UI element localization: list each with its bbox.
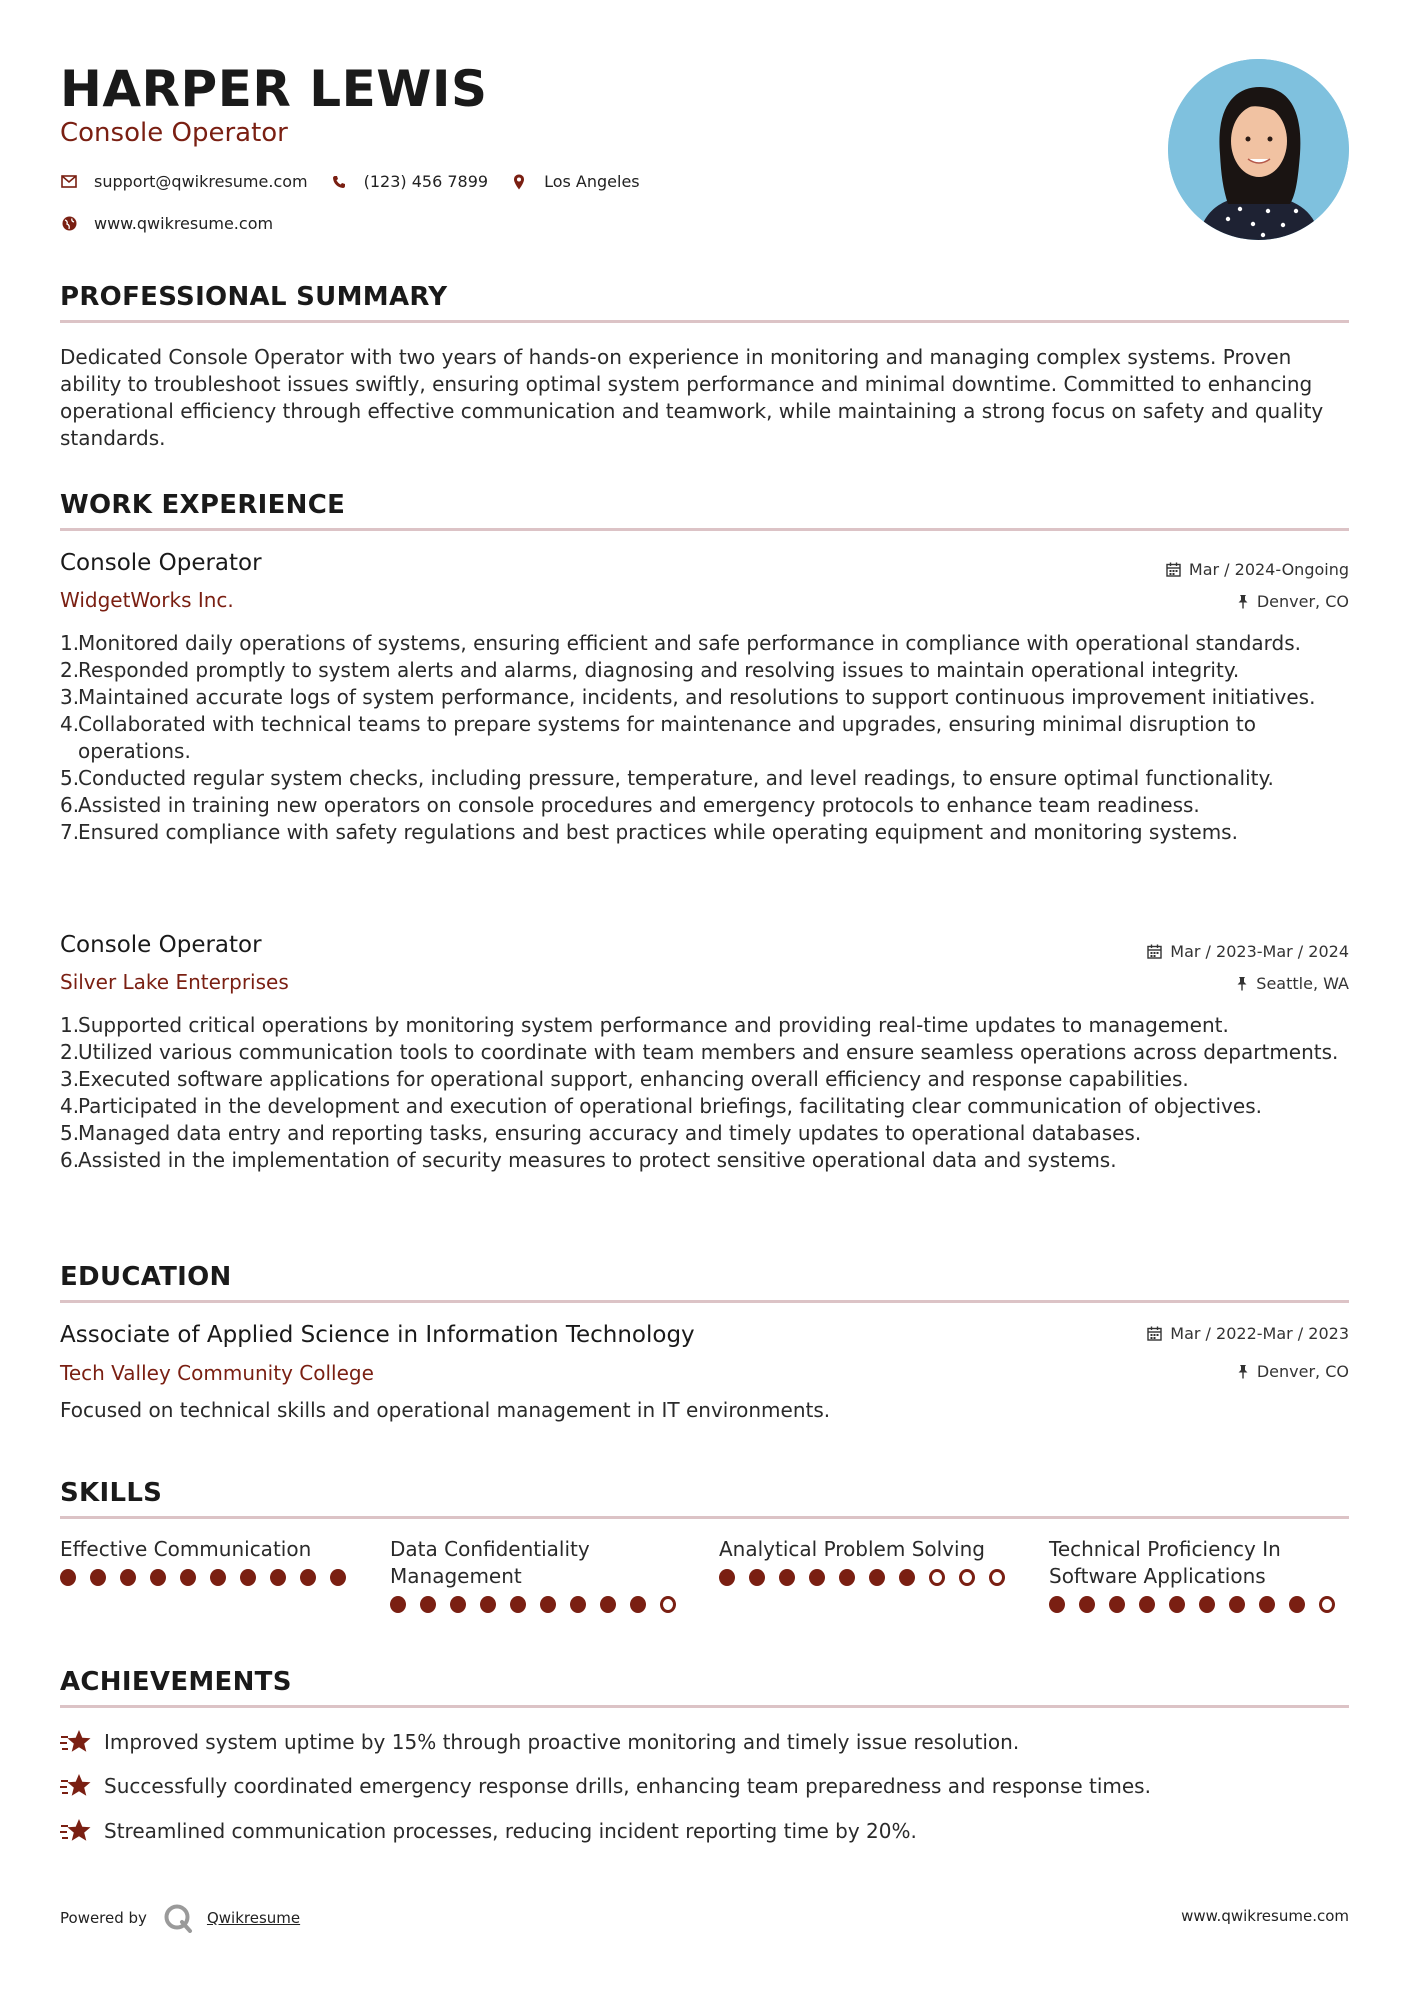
profile-photo (1168, 59, 1349, 240)
job-dates-text: Mar / 2023-Mar / 2024 (1170, 942, 1349, 961)
education-location-text: Denver, CO (1256, 1362, 1349, 1381)
rating-dot-filled (600, 1596, 616, 1613)
rating-dot-empty (989, 1569, 1005, 1586)
contact-email[interactable] (60, 172, 308, 191)
contact-website[interactable] (60, 214, 273, 233)
skill-rating (390, 1596, 690, 1613)
list-item: 1. Supported critical operations by monitoring system performance and providing real-time updates to management. (60, 1013, 1229, 1037)
skill-item (719, 1536, 1019, 1586)
pushpin-icon (1236, 976, 1248, 991)
job-location-text: Seattle, WA (1256, 974, 1349, 993)
job-location-text: Denver, CO (1256, 592, 1349, 611)
rating-dot-filled (1289, 1596, 1305, 1613)
list-item: 4. Participated in the development and execution of operational briefings, facilitating clear communication of objectives. (60, 1094, 1262, 1118)
list-item: 4. Collaborated with technical teams to prepare systems for maintenance and upgrades, ensuring minimal disruption to operations. (60, 712, 1256, 763)
list-item: 5. Conducted regular system checks, including pressure, temperature, and level readings, to ensure optimal functionality. (60, 766, 1274, 790)
education-location (1237, 1362, 1349, 1381)
star-award-icon (60, 1728, 92, 1756)
skill-name: Effective Communication (60, 1537, 312, 1561)
education-description: Focused on technical skills and operational management in IT environments. (60, 1398, 831, 1422)
star-award-icon (60, 1817, 92, 1845)
job-duties-list (60, 1012, 1350, 1174)
footer-website-link[interactable]: www.qwikresume.com (1181, 1907, 1349, 1925)
experience-divider (60, 528, 1349, 531)
rating-dot-filled (240, 1569, 256, 1586)
rating-dot-filled (120, 1569, 136, 1586)
rating-dot-filled (210, 1569, 226, 1586)
rating-dot-filled (1199, 1596, 1215, 1613)
rating-dot-filled (839, 1569, 855, 1586)
qwikresume-logo-icon (163, 1903, 193, 1933)
rating-dot-filled (540, 1596, 556, 1613)
job-location (1237, 592, 1349, 611)
globe-icon (60, 215, 78, 233)
rating-dot-filled (420, 1596, 436, 1613)
job-company: Silver Lake Enterprises (60, 970, 289, 994)
skill-name: Data Confidentiality Management (390, 1537, 590, 1588)
list-item: 6. Assisted in the implementation of security measures to protect sensitive operational data and systems. (60, 1148, 1117, 1172)
list-item: 5. Managed data entry and reporting tasks, ensuring accuracy and timely updates to operational databases. (60, 1121, 1142, 1145)
skill-item (60, 1536, 360, 1586)
rating-dot-filled (1079, 1596, 1095, 1613)
skill-rating (60, 1569, 360, 1586)
phone-icon (330, 173, 348, 191)
rating-dot-filled (1229, 1596, 1245, 1613)
rating-dot-filled (450, 1596, 466, 1613)
job-dates (1147, 942, 1349, 961)
education-dates-text: Mar / 2022-Mar / 2023 (1170, 1324, 1349, 1343)
skill-rating (719, 1569, 1019, 1586)
achievement-text: Streamlined communication processes, reducing incident reporting time by 20%. (104, 1819, 917, 1843)
email-text: support@qwikresume.com (94, 172, 308, 191)
candidate-role: Console Operator (60, 118, 288, 148)
rating-dot-filled (1139, 1596, 1155, 1613)
list-item: 1. Monitored daily operations of systems, ensuring efficient and safe performance in compliance with operational standards. (60, 631, 1302, 655)
pushpin-icon (1237, 594, 1249, 609)
achievement-item (60, 1772, 1151, 1800)
rating-dot-filled (1109, 1596, 1125, 1613)
achievement-item (60, 1817, 917, 1845)
qwikresume-link[interactable]: Qwikresume (206, 1909, 301, 1927)
rating-dot-filled (1169, 1596, 1185, 1613)
job-duties-list (60, 630, 1350, 846)
experience-heading: WORK EXPERIENCE (60, 490, 346, 520)
rating-dot-empty (929, 1569, 945, 1586)
skills-heading: SKILLS (60, 1478, 163, 1508)
rating-dot-filled (480, 1596, 496, 1613)
contact-row-primary (60, 172, 662, 191)
achievement-text: Successfully coordinated emergency response drills, enhancing team preparedness and response times. (104, 1774, 1151, 1798)
candidate-name: HARPER LEWIS (60, 60, 488, 118)
rating-dot-filled (330, 1569, 346, 1586)
job-title: Console Operator (60, 932, 262, 958)
rating-dot-filled (1049, 1596, 1065, 1613)
rating-dot-filled (869, 1569, 885, 1586)
phone-text: (123) 456 7899 (363, 172, 489, 191)
education-divider (60, 1300, 1349, 1303)
rating-dot-filled (90, 1569, 106, 1586)
achievements-heading: ACHIEVEMENTS (60, 1667, 292, 1697)
envelope-icon (60, 173, 78, 191)
job-dates (1166, 560, 1349, 579)
calendar-icon (1147, 944, 1162, 959)
list-item: 3. Executed software applications for operational support, enhancing overall efficiency and response capabilities. (60, 1067, 1189, 1091)
rating-dot-filled (1259, 1596, 1275, 1613)
contact-row-secondary (60, 214, 295, 233)
rating-dot-filled (630, 1596, 646, 1613)
map-pin-icon (510, 173, 528, 191)
achievement-text: Improved system uptime by 15% through proactive monitoring and timely issue resolution. (104, 1730, 1020, 1754)
summary-text: Dedicated Console Operator with two years of hands-on experience in monitoring and managing complex systems. Proven ability to troubleshoot issues swiftly, ensuring optimal system performance and minimal downtime. Committed to enhancing operational efficiency through effective communication and teamwork, while maintaining a strong focus on safety and quality standards. (60, 345, 1324, 450)
list-item: 7. Ensured compliance with safety regulations and best practices while operating equipment and monitoring systems. (60, 820, 1238, 844)
rating-dot-filled (570, 1596, 586, 1613)
star-award-icon (60, 1772, 92, 1800)
job-company: WidgetWorks Inc. (60, 588, 234, 612)
skill-name: Technical Proficiency In Software Applications (1049, 1537, 1281, 1588)
school-name: Tech Valley Community College (60, 1361, 374, 1385)
contact-location (510, 172, 640, 191)
rating-dot-filled (300, 1569, 316, 1586)
list-item: 3. Maintained accurate logs of system performance, incidents, and resolutions to support continuous improvement initiatives. (60, 685, 1316, 709)
education-dates (1147, 1324, 1349, 1343)
powered-by-label: Powered by (60, 1909, 147, 1927)
skill-item (1049, 1536, 1349, 1613)
education-heading: EDUCATION (60, 1262, 232, 1292)
rating-dot-filled (809, 1569, 825, 1586)
rating-dot-filled (150, 1569, 166, 1586)
footer-powered-by (60, 1903, 300, 1933)
achievement-item (60, 1728, 1019, 1756)
rating-dot-filled (270, 1569, 286, 1586)
list-item: 6. Assisted in training new operators on console procedures and emergency protocols to enhance team readiness. (60, 793, 1200, 817)
rating-dot-filled (779, 1569, 795, 1586)
job-dates-text: Mar / 2024-Ongoing (1188, 560, 1349, 579)
achievements-divider (60, 1705, 1349, 1708)
list-item: 2. Utilized various communication tools to coordinate with team members and ensure seamless operations across departments. (60, 1040, 1339, 1064)
rating-dot-filled (719, 1569, 735, 1586)
skill-name: Analytical Problem Solving (719, 1537, 985, 1561)
pushpin-icon (1237, 1364, 1249, 1379)
calendar-icon (1147, 1326, 1162, 1341)
rating-dot-empty (959, 1569, 975, 1586)
skill-item (390, 1536, 690, 1613)
rating-dot-filled (60, 1569, 76, 1586)
rating-dot-empty (1319, 1596, 1335, 1613)
rating-dot-filled (180, 1569, 196, 1586)
rating-dot-filled (390, 1596, 406, 1613)
calendar-icon (1166, 562, 1181, 577)
job-title: Console Operator (60, 550, 262, 576)
list-item: 2. Responded promptly to system alerts and alarms, diagnosing and resolving issues to maintain operational integrity. (60, 658, 1240, 682)
rating-dot-filled (749, 1569, 765, 1586)
skill-rating (1049, 1596, 1349, 1613)
summary-divider (60, 320, 1349, 323)
degree-title: Associate of Applied Science in Information Technology (60, 1322, 695, 1348)
job-location (1236, 974, 1349, 993)
contact-phone[interactable] (330, 172, 488, 191)
rating-dot-empty (660, 1596, 676, 1613)
skills-divider (60, 1516, 1349, 1519)
location-text: Los Angeles (544, 172, 640, 191)
website-text: www.qwikresume.com (94, 214, 274, 233)
rating-dot-filled (510, 1596, 526, 1613)
summary-heading: PROFESSIONAL SUMMARY (60, 282, 448, 312)
rating-dot-filled (899, 1569, 915, 1586)
